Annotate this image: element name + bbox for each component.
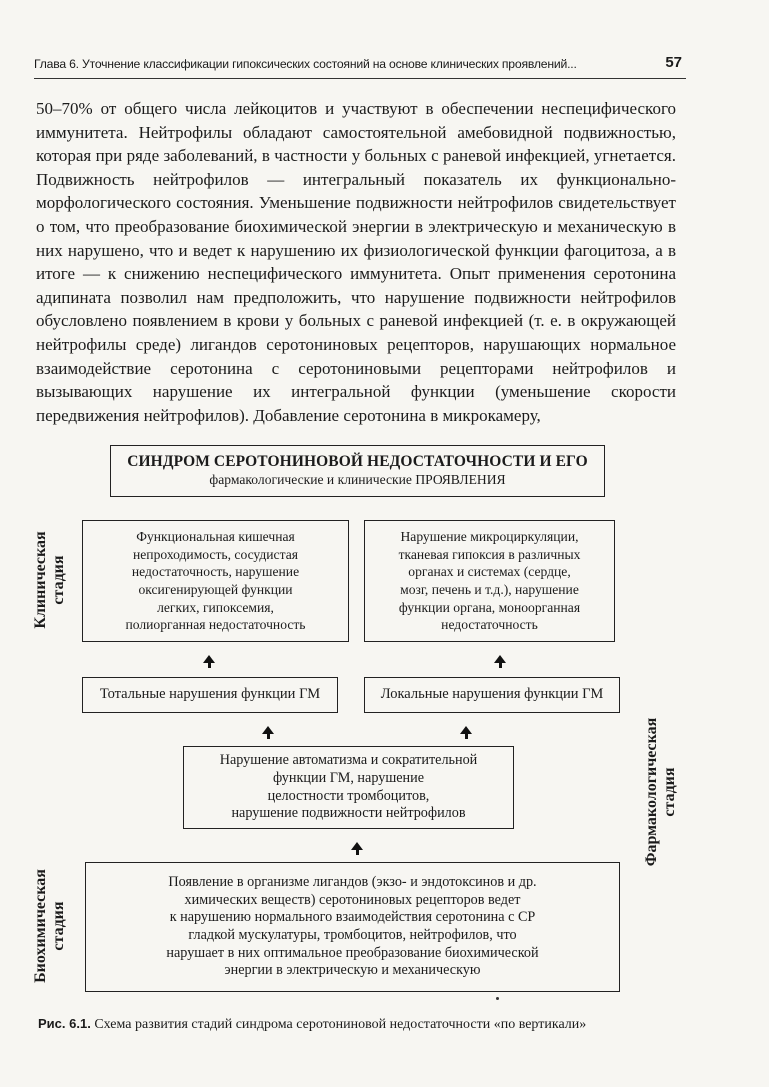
clinical-right-box [364,520,615,642]
caption-text: Схема развития стадий синдрома серотониновой недостаточности «по вертикали» [90,1017,587,1032]
text-line: оксигенирующей функции [138,582,293,597]
text-line: Нарушение автоматизма и сократительной [219,752,478,769]
running-header [34,54,686,79]
text-line: тканевая гипоксия в различных [398,546,581,562]
text-line: энергии в электрическую и механическую [224,962,481,979]
text-line: химических веществ) серотониновых рецепторов ведет [184,891,521,908]
text-line: целостности тромбоцитов, [267,787,430,804]
up-arrow-icon [494,655,506,663]
diagram-subtitle: фармакологические и клинические ПРОЯВЛЕНИЯ [209,472,506,487]
label-line: Клиническая [32,531,49,629]
figure-caption [38,1016,718,1033]
pharmacological-stage-label [643,702,679,882]
text-line: недостаточность, нарушение [131,564,300,580]
diagram-title-box [110,445,605,497]
local-disorders-box: Локальные нарушения функции ГМ [364,677,620,713]
clinical-left-box [82,520,349,642]
page-number: 57 [665,54,682,71]
label-line: стадия [661,767,678,817]
text-line: нарушает в них оптимальное преобразование биохимической [166,944,539,961]
text-line: легких, гипоксемия, [157,599,274,615]
clinical-stage-label [32,510,68,650]
automatism-box [183,746,514,829]
text-line: непроходимость, сосудистая [132,546,298,562]
label-line: стадия [50,901,67,951]
up-arrow-icon [351,842,363,850]
chapter-title: Глава 6. Уточнение классификации гипоксических состояний на основе клинических проявлений... [34,57,577,71]
text-line: Нарушение микроциркуляции, [400,529,579,545]
body-paragraph: 50–70% от общего числа лейкоцитов и участвуют в обеспечении неспецифического иммунитета. Нейтрофилы обладают самостоятельной амебовидной подвижностью, которая при ряде заболеваний, в частности у больных с раневой инфекцией, угнетается. Подвижность нейтрофилов — интегральный показатель их функционально-морфологического состояния. Уменьшение подвижности нейтрофилов свидетельствует о том, что преобразование биохимической энергии в электрическую и механическую в них нарушено, что и ведет к нарушению их физиологической функции фагоцитоза, а в итоге — к снижению неспецифического иммунитета. Опыт применения серотонина адипината позволил нам предположить, что нарушение подвижности нейтрофилов обусловлено появлением в крови у больных с раневой инфекцией (т. е. в окружающей нейтрофилы среде) лигандов серотониновых рецепторов, нарушающих нормальное взаимодействие серотонина с серотониновыми рецепторами нейтрофилов и вызывающих нарушение их интегральной функции (уменьшение скорости передвижения нейтрофилов). Добавление серотонина в микрокамеру, [36,99,676,425]
text-line: гладкой мускулатуры, тромбоцитов, нейтрофилов, что [188,927,517,943]
text-line: к нарушению нормального взаимодействия серотонина с СР [169,909,536,926]
text-line: мозг, печень и т.д.), нарушение [400,582,579,597]
text-line: Появление в организме лигандов (экзо- и эндотоксинов и др. [168,874,537,891]
text-line: функции органа, моноорганная [398,599,581,615]
text-line: функции ГМ, нарушение [272,769,425,786]
label-line: Биохимическая [32,869,49,983]
biochemical-stage-label [32,846,68,1006]
text-line: полиорганная недостаточность [125,617,306,633]
label-line: Фармакологическая [643,717,660,867]
text-line: органах и системах (сердце, [408,564,571,580]
total-disorders-box: Тотальные нарушения функции ГМ [82,677,338,713]
text-line: недостаточность [441,617,538,633]
up-arrow-icon [262,726,274,734]
biochemical-box [85,862,620,992]
text-line: Функциональная кишечная [136,529,295,545]
text-line: нарушение подвижности нейтрофилов [231,805,466,822]
caption-label: Рис. 6.1. [38,1016,91,1031]
diagram-title: СИНДРОМ СЕРОТОНИНОВОЙ НЕДОСТАТОЧНОСТИ И ЕГО [127,453,588,471]
up-arrow-icon [460,726,472,734]
up-arrow-icon [203,655,215,663]
marker-dot [496,997,499,1000]
label-line: стадия [50,555,67,605]
